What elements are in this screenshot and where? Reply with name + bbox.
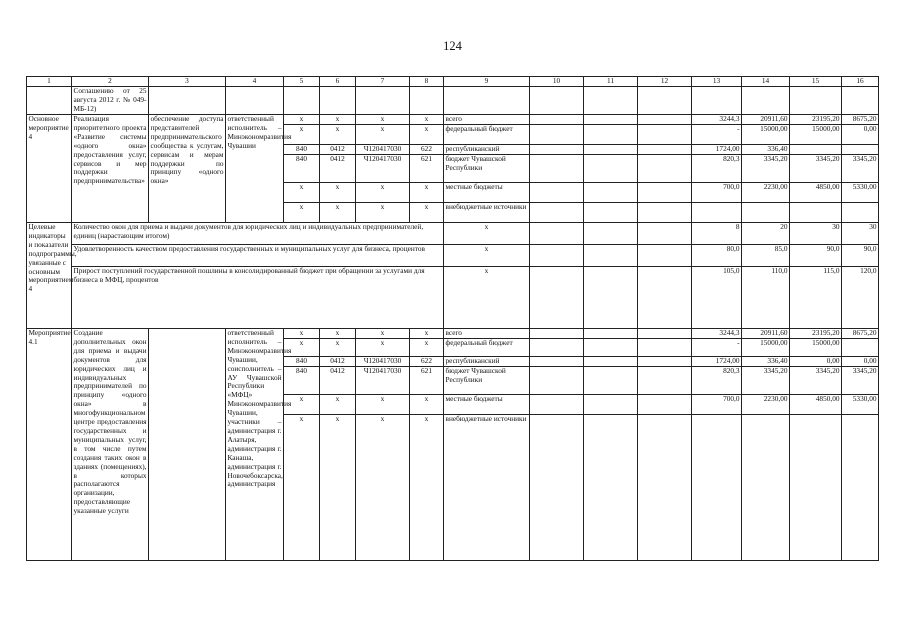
funding-source: республиканский <box>444 145 530 155</box>
table-cell <box>638 415 692 561</box>
table-cell <box>584 367 638 395</box>
value-cell: 0,00 <box>842 357 879 367</box>
code-cell: 840 <box>284 357 320 367</box>
value-cell: 15000,00 <box>790 339 842 357</box>
table-cell <box>584 87 638 115</box>
value-cell: 115,0 <box>790 267 842 329</box>
value-cell: 20911,60 <box>742 329 790 339</box>
table-row <box>27 77 879 87</box>
value-cell: 8675,20 <box>842 329 879 339</box>
value-cell: 20 <box>742 223 790 245</box>
code-cell: x <box>320 125 356 145</box>
funding-source: республиканский <box>444 357 530 367</box>
value-cell: 0,00 <box>790 357 842 367</box>
value-cell: - <box>692 125 742 145</box>
table-cell <box>530 395 584 415</box>
table-row <box>27 87 879 115</box>
table-cell <box>790 87 842 115</box>
table-cell <box>638 203 692 223</box>
code-cell: 0412 <box>320 357 356 367</box>
code-cell: x <box>356 183 410 203</box>
value-cell: 4850,00 <box>790 395 842 415</box>
value-cell <box>842 415 879 561</box>
value-cell <box>842 339 879 357</box>
code-cell: x <box>320 395 356 415</box>
table-cell <box>584 267 638 329</box>
table-cell <box>149 87 226 115</box>
table-cell <box>410 87 444 115</box>
value-cell: 85,0 <box>742 245 790 267</box>
value-cell: 1724,00 <box>692 145 742 155</box>
code-cell: x <box>356 125 410 145</box>
code-cell: x <box>320 339 356 357</box>
funding-source: федеральный бюджет <box>444 339 530 357</box>
value-cell: 15000,00 <box>742 125 790 145</box>
code-cell: 840 <box>284 367 320 395</box>
value-cell: 90,0 <box>842 245 879 267</box>
table-cell <box>530 329 584 339</box>
code-cell: 621 <box>410 155 444 183</box>
value-cell: 8675,20 <box>842 115 879 125</box>
funding-source: федеральный бюджет <box>444 125 530 145</box>
value-cell <box>790 415 842 561</box>
funding-source: бюджет Чувашской Республики <box>444 367 530 395</box>
table-cell <box>530 87 584 115</box>
table-cell <box>638 115 692 125</box>
table-cell <box>638 183 692 203</box>
table-row <box>27 245 879 267</box>
table-cell <box>530 223 584 245</box>
column-number: 16 <box>842 77 879 87</box>
table-cell <box>638 395 692 415</box>
value-cell: 30 <box>790 223 842 245</box>
value-cell: 3345,20 <box>790 155 842 183</box>
code-cell: x <box>284 329 320 339</box>
indicator-text: Количество окон для приема и выдачи документов для юридических лиц и индивидуальных предпринимателей, единиц (нарастающим итогом) <box>72 223 444 245</box>
code-cell: 621 <box>410 367 444 395</box>
value-cell: 30 <box>842 223 879 245</box>
code-cell: x <box>320 329 356 339</box>
table-cell <box>638 267 692 329</box>
code-cell: x <box>410 415 444 561</box>
code-cell: x <box>356 203 410 223</box>
column-number: 11 <box>584 77 638 87</box>
code-cell: Ч120417030 <box>356 155 410 183</box>
table-cell <box>584 155 638 183</box>
table-cell <box>584 357 638 367</box>
code-cell: 0412 <box>320 367 356 395</box>
column-number: 3 <box>149 77 226 87</box>
table-cell <box>530 245 584 267</box>
table-cell <box>530 115 584 125</box>
measure-goal <box>149 329 226 561</box>
table-cell <box>584 339 638 357</box>
code-cell: x <box>284 415 320 561</box>
table-cell <box>530 183 584 203</box>
code-cell: x <box>410 339 444 357</box>
table-cell <box>530 155 584 183</box>
table-cell <box>320 87 356 115</box>
indicator-text: Удовлетворенность качеством предоставления государственных и муниципальных услуг для бизнеса, процентов <box>72 245 444 267</box>
table-cell <box>584 395 638 415</box>
table-cell <box>530 145 584 155</box>
table-row <box>27 115 879 125</box>
value-cell <box>742 415 790 561</box>
code-cell: x <box>356 115 410 125</box>
table-cell <box>444 87 530 115</box>
value-cell: 80,0 <box>692 245 742 267</box>
column-number: 9 <box>444 77 530 87</box>
value-cell: 5330,00 <box>842 183 879 203</box>
column-number: 14 <box>742 77 790 87</box>
column-number: 10 <box>530 77 584 87</box>
value-cell: 336,40 <box>742 145 790 155</box>
value-cell: 20911,60 <box>742 115 790 125</box>
value-cell: 3345,20 <box>742 155 790 183</box>
code-cell: 0412 <box>320 145 356 155</box>
measure-label: Основное мероприятие 4 <box>27 115 72 223</box>
table-cell <box>530 367 584 395</box>
code-cell: x <box>410 115 444 125</box>
value-cell: 3345,20 <box>842 155 879 183</box>
value-cell: 336,40 <box>742 357 790 367</box>
table-cell <box>584 115 638 125</box>
value-cell <box>790 145 842 155</box>
value-cell: 0,00 <box>842 125 879 145</box>
code-cell: 840 <box>284 155 320 183</box>
column-number: 15 <box>790 77 842 87</box>
program-table <box>26 76 879 561</box>
column-number: 12 <box>638 77 692 87</box>
table-cell <box>638 145 692 155</box>
column-number: 13 <box>692 77 742 87</box>
value-cell: 2230,00 <box>742 183 790 203</box>
code-cell: x <box>356 329 410 339</box>
table-cell <box>584 125 638 145</box>
code-cell: x <box>320 183 356 203</box>
code-cell: Ч120417030 <box>356 367 410 395</box>
table-cell <box>692 87 742 115</box>
table-cell <box>530 125 584 145</box>
responsible-executor: ответственный исполнитель – Минэкономразвития Чувашии <box>226 115 284 223</box>
value-cell: 700,0 <box>692 183 742 203</box>
table-row <box>27 223 879 245</box>
value-cell: 4850,00 <box>790 183 842 203</box>
table-cell <box>638 87 692 115</box>
table-cell <box>638 339 692 357</box>
value-cell: 3345,20 <box>790 367 842 395</box>
value-cell <box>692 203 742 223</box>
code-cell: x <box>410 395 444 415</box>
value-cell <box>692 415 742 561</box>
value-cell: 90,0 <box>790 245 842 267</box>
code-cell: 0412 <box>320 155 356 183</box>
value-cell: 15000,00 <box>742 339 790 357</box>
value-cell <box>790 203 842 223</box>
code-cell: x <box>444 223 530 245</box>
code-cell: x <box>356 415 410 561</box>
value-cell: 23195,20 <box>790 329 842 339</box>
table-cell <box>27 87 72 115</box>
code-cell: x <box>320 415 356 561</box>
table-cell <box>584 145 638 155</box>
code-cell: Ч120417030 <box>356 357 410 367</box>
table-cell <box>584 245 638 267</box>
code-cell: Ч120417030 <box>356 145 410 155</box>
value-cell: 3345,20 <box>742 367 790 395</box>
table-cell <box>638 223 692 245</box>
code-cell: x <box>410 125 444 145</box>
table-cell <box>638 245 692 267</box>
value-cell: 3244,3 <box>692 329 742 339</box>
value-cell <box>842 145 879 155</box>
value-cell: 820,3 <box>692 155 742 183</box>
funding-source: местные бюджеты <box>444 395 530 415</box>
indicator-text: Прирост поступлений государственной пошлины в консолидированный бюджет при обращении за услугами для бизнеса в МФЦ, процентов <box>72 267 444 329</box>
code-cell: x <box>444 267 530 329</box>
value-cell: 3345,20 <box>842 367 879 395</box>
value-cell: 3244,3 <box>692 115 742 125</box>
responsible-executor: ответственный исполнитель – Минэкономразвития Чувашии, соисполнитель – АУ Чувашской Республики «МФЦ» Минэкономразвития Чувашии, участники – администрация г. Алатыря, администрация г. Канаша, администрация г. Новочебоксарска, администрация <box>226 329 284 561</box>
column-number: 7 <box>356 77 410 87</box>
table-cell <box>638 357 692 367</box>
table-cell <box>584 329 638 339</box>
column-number: 6 <box>320 77 356 87</box>
value-cell <box>742 203 790 223</box>
indicators-label: Целевые индикаторы и показатели подпрограммы, увязанные с основным мероприятием 4 <box>27 223 72 329</box>
funding-source: бюджет Чувашской Республики <box>444 155 530 183</box>
code-cell: x <box>444 245 530 267</box>
code-cell: x <box>284 339 320 357</box>
table-cell <box>584 223 638 245</box>
column-number: 2 <box>72 77 149 87</box>
value-cell: 105,0 <box>692 267 742 329</box>
table-cell <box>530 415 584 561</box>
table-cell <box>226 87 284 115</box>
column-number: 8 <box>410 77 444 87</box>
funding-source: внебюджетные источники <box>444 203 530 223</box>
table-cell <box>742 87 790 115</box>
table-cell <box>584 203 638 223</box>
code-cell: x <box>284 395 320 415</box>
table-row <box>27 329 879 339</box>
value-cell: 820,3 <box>692 367 742 395</box>
value-cell: 15000,00 <box>790 125 842 145</box>
funding-source: всего <box>444 115 530 125</box>
column-number: 4 <box>226 77 284 87</box>
value-cell: 700,0 <box>692 395 742 415</box>
code-cell: x <box>410 329 444 339</box>
code-cell: x <box>320 203 356 223</box>
value-cell: 8 <box>692 223 742 245</box>
table-cell <box>638 367 692 395</box>
code-cell: x <box>284 183 320 203</box>
column-number: 1 <box>27 77 72 87</box>
table-cell <box>638 155 692 183</box>
code-cell: x <box>284 203 320 223</box>
measure-goal: обеспечение доступа представителей предпринимательского сообщества к услугам, сервисам и мерам поддержки по принципу «одного окна» <box>149 115 226 223</box>
agreement-note: Соглашению от 25 августа 2012 г. № 049-МБ-12) <box>73 86 147 113</box>
funding-source: внебюджетные источники <box>444 415 530 561</box>
table-cell <box>584 415 638 561</box>
table-cell <box>638 125 692 145</box>
code-cell: x <box>284 115 320 125</box>
table-cell <box>530 339 584 357</box>
table-row <box>27 267 879 329</box>
table-cell <box>842 87 879 115</box>
table-cell <box>584 183 638 203</box>
table-cell <box>638 329 692 339</box>
code-cell: 622 <box>410 145 444 155</box>
value-cell <box>842 203 879 223</box>
code-cell: x <box>320 115 356 125</box>
table-cell <box>356 87 410 115</box>
value-cell: 120,0 <box>842 267 879 329</box>
measure-label: Мероприятие 4.1 <box>27 329 72 561</box>
code-cell: x <box>410 183 444 203</box>
funding-source: местные бюджеты <box>444 183 530 203</box>
measure-description: Создание дополнительных окон для приема и выдачи документов для юридических лиц и индивидуальных предпринимателей по принципу «одного окна» в многофункциональном центре предоставления государственных и муниципальных услуг, в том числе путем создания таких окон в зданиях (помещениях), в которых располагаются организации, предоставляющие указанные услуги <box>72 329 149 561</box>
code-cell: x <box>356 339 410 357</box>
table-cell <box>284 87 320 115</box>
column-number: 5 <box>284 77 320 87</box>
value-cell: 1724,00 <box>692 357 742 367</box>
measure-description: Реализация приоритетного проекта «Развитие системы «одного окна» предоставления услуг, сервисов и мер поддержки предпринимательства» <box>72 115 149 223</box>
value-cell: 2230,00 <box>742 395 790 415</box>
value-cell: 110,0 <box>742 267 790 329</box>
code-cell: 840 <box>284 145 320 155</box>
funding-source: всего <box>444 329 530 339</box>
code-cell: x <box>284 125 320 145</box>
code-cell: 622 <box>410 357 444 367</box>
value-cell: - <box>692 339 742 357</box>
value-cell: 23195,20 <box>790 115 842 125</box>
page-number: 124 <box>443 39 462 53</box>
code-cell: x <box>410 203 444 223</box>
value-cell: 5330,00 <box>842 395 879 415</box>
code-cell: x <box>356 395 410 415</box>
table-cell <box>530 267 584 329</box>
table-cell <box>530 203 584 223</box>
table-cell <box>530 357 584 367</box>
